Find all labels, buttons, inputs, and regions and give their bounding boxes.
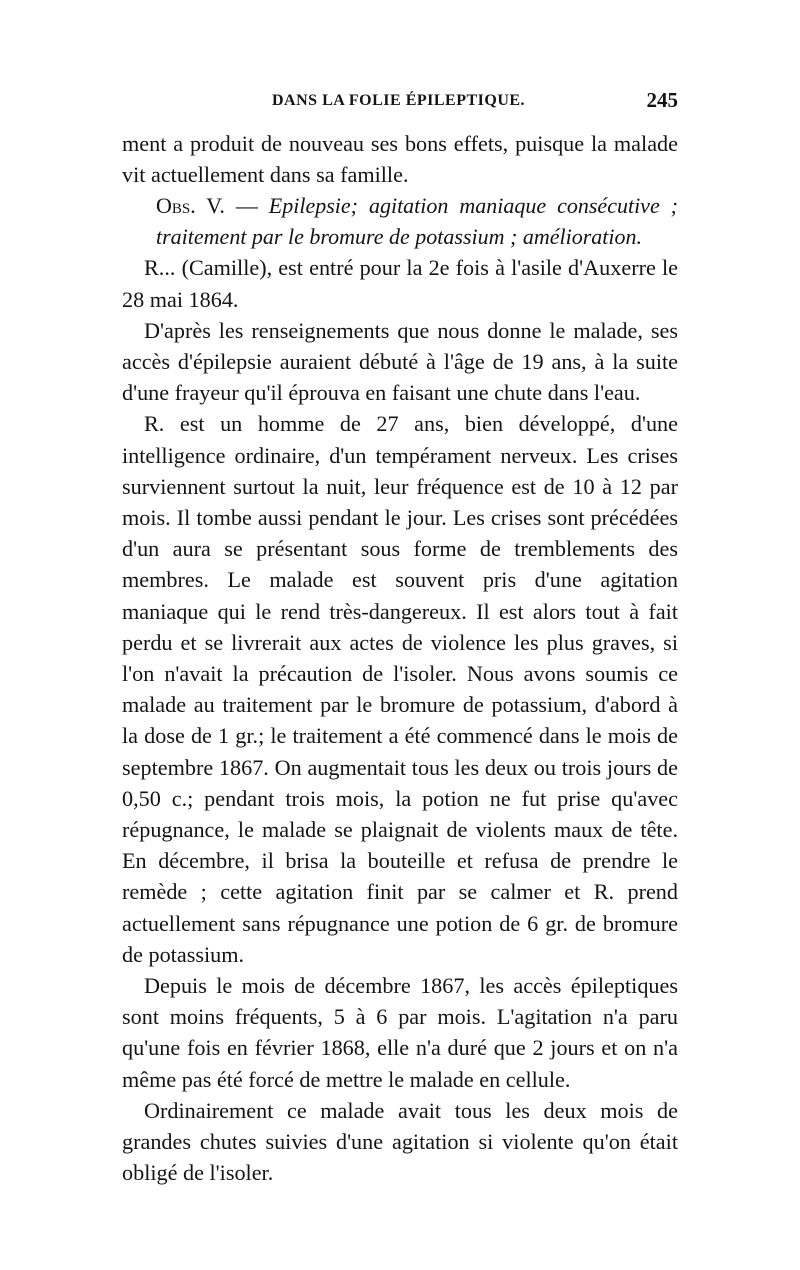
opening-paragraph: ment a produit de nouveau ses bons effets, puisque la malade vit actuellement dans sa famille.	[122, 131, 678, 188]
paragraph-progress: Depuis le mois de décembre 1867, les accès épileptiques sont moins fréquents, 5 à 6 par mois. L'agitation n'a paru qu'une fois en février 1868, elle n'a duré que 2 jours et on n'a même pas été forcé de mettre le malade en cellule.	[122, 973, 678, 1092]
running-header	[122, 88, 678, 118]
observation-label: Obs. V.	[156, 193, 225, 219]
paragraph-case-description: R. est un homme de 27 ans, bien développé, d'une intelligence ordinaire, d'un tempérament nerveux. Les crises surviennent surtout la nuit, leur fréquence est de 10 à 12 par mois. Il tombe aussi pendant le jour. Les crises sont précédées d'un aura se présentant sous forme de tremblements des membres. Le malade est souvent pris d'une agitation maniaque qui le rend très-dangereux. Il est alors tout à fait perdu et se livrerait aux actes de violence les plus graves, si l'on n'avait la précaution de l'isoler. Nous avons soumis ce malade au traitement par le bromure de potassium, d'abord à la dose de 1 gr.; le traitement a été commencé dans le mois de septembre 1867. On augmentait tous les deux ou trois jours de 0,50 c.; pendant trois mois, la potion ne fut prise qu'avec répugnance, le malade se plaignait de violents maux de tête. En décembre, il brisa la bouteille et refusa de prendre le remède ; cette agitation finit par se calmer et R. prend actuellement sans répugnance une potion de 6 gr. de bromure de potassium.	[122, 411, 678, 967]
page-number: 245	[646, 88, 678, 112]
observation-heading	[122, 190, 678, 252]
observation-dash: —	[224, 193, 269, 219]
running-title: DANS LA FOLIE ÉPILEPTIQUE.	[272, 92, 526, 109]
body-text	[122, 128, 678, 1189]
paragraph-conclusion: Ordinairement ce malade avait tous les deux mois de grandes chutes suivies d'une agitation si violente qu'on était obligé de l'isoler.	[122, 1097, 678, 1186]
paragraph-admission: R... (Camille), est entré pour la 2e fois à l'asile d'Auxerre le 28 mai 1864.	[122, 255, 678, 312]
paragraph-history: D'après les renseignements que nous donne le malade, ses accès d'épilepsie auraient débuté à l'âge de 19 ans, à la suite d'une frayeur qu'il éprouva en faisant une chute dans l'eau.	[122, 317, 678, 406]
observation-title: Epilepsie; agitation maniaque consécutive ; traitement par le bromure de potassium ; amélioration.	[156, 193, 679, 250]
